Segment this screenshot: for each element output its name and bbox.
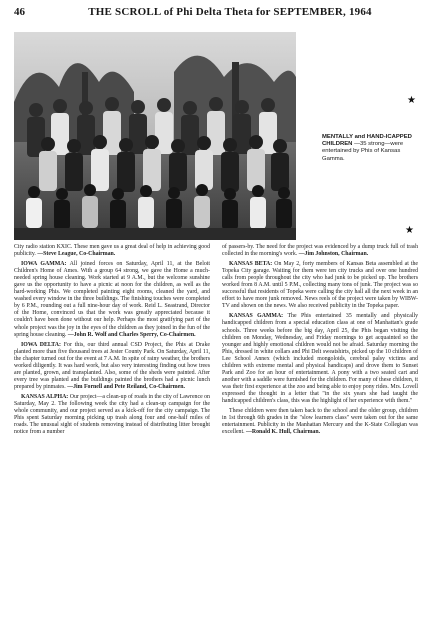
chapter-heading: KANSAS BETA: bbox=[229, 261, 273, 268]
paragraph-text: The Phis entertained 35 mentally and physically handicapped children from a special education class at one of Manhattan's grade schools. Three weeks before the big day, April 25, the Phis began visiting the children on Monday, Wednesday, and Friday mornings to get acquainted so the younger and highly emotional children would not be afraid. Saturday morning the Phis, dressed in white collars and Phi Delt sweatshirts, picked up the 10 children of Lee School Annex (which included mongoloids, cerebral palsy victims and children with extreme mental and physical handicaps) and drove them to Sunset Park and Zoo for an hour of entertainment. A pony with a two seated cart and another with a saddle were furnished for the children. For many of these children, it was their first experience at the zoo and being able to enjoy pony rides. Mrs. Lovell expressed the thought in a letter that "in the six years she had taught the handicapped children's class, this was the highlight of her experience with them." bbox=[222, 313, 418, 404]
chapter-heading: IOWA DELTA: bbox=[21, 341, 61, 348]
group-photo bbox=[14, 32, 296, 240]
page-header bbox=[14, 6, 418, 18]
paragraph bbox=[14, 394, 210, 436]
left-column bbox=[14, 244, 210, 439]
caption-lead: MENTALLY and HAND-ICAPPED CHILDREN bbox=[322, 134, 412, 148]
paragraph-signature: —Jim Johnston, Chairman. bbox=[298, 251, 369, 258]
star-icon: ★ bbox=[407, 95, 416, 106]
chapter-heading: KANSAS GAMMA: bbox=[229, 313, 284, 320]
paragraph bbox=[222, 261, 418, 310]
star-icon: ★ bbox=[405, 225, 414, 236]
caption-text: —35 strong—were entertained by Phis of Kansas Gamma. bbox=[322, 141, 404, 162]
photo-caption bbox=[322, 134, 422, 163]
paragraph-text: All joined forces on Saturday, April 11, at the Beloit Children's Home of Ames. With a group 64 strong, we gave the Home a much-needed spring house cleaning. Work started at 9 A.M., but the welcome sunshine gave us the opportunity to have a picnic at noon for the children, as well as the hard-working Phis. We completed painting eight rooms, cleaned the yard, and washed every window in the three buildings. The finishing touches were completed by 6 P.M., rounding out a full nine-hour day of work. Reid L. Seastrand, Director of the Home, convinced us that the work was greatly appreciated because it couldn't have been done without our help. Perhaps the most gratifying part of the whole project was the joy in the eyes of the children as they joined in the fun of the spring house cleaning. bbox=[14, 261, 211, 338]
paragraph bbox=[222, 408, 418, 436]
paragraph bbox=[14, 342, 210, 391]
paragraph bbox=[14, 244, 210, 258]
paragraph-text: City radio station KXIC. These men gave us a great deal of help in achieving good publicity. bbox=[14, 244, 210, 258]
chapter-heading: KANSAS ALPHA: bbox=[21, 393, 69, 400]
paragraph bbox=[222, 244, 418, 258]
paragraph-text: On May 2, forty members of Kansas Beta assembled at the Topeka City garage. Waiting for them were ten city trucks and over one hundred calls from people throughout the city who had junk to be picked up. The brothers worked from 8 A.M. until 5 P.M., collecting many tons of junk. The project was so successful that residents of Topeka were calling the city hall all the next week in an effort to have more junk removed. News reels of the project were taken by WIBW-TV and shown on the news. We also received publicity in the Topeka paper. bbox=[222, 261, 419, 310]
right-column bbox=[222, 244, 418, 439]
paragraph-text: For this, our third annual CSD Project, the Phis at Drake planted more than five thousand trees at Jester County Park. On Saturday, April 11, the chapter turned out for the event at 7 A.M. In spite of rainy weather, the brothers worked diligently. It was hard work, but also very interesting finding out how trees are planted, grown, and transplanted. Also, some of the sheds were painted. After every tree was planted and the buildings painted the brothers had a picnic lunch prepared by pinmates. bbox=[14, 341, 211, 390]
page-number: 46 bbox=[14, 6, 25, 18]
paragraph-text: Our project—a clean-up of roads in the city of Lawrence on Saturday, May 2. The following week the city had a clean-up campaign for the whole community, and our project served as a kick-off for the city campaign. The Phis spent Saturday morning picking up trash along four and one-half miles of roads. The unusual sight of students removing instead of distributing litter brought notice from a number bbox=[14, 393, 210, 436]
paragraph-signature: —Ronald K. Hull, Chairman. bbox=[246, 429, 321, 436]
paragraph-signature: —Jim Fornell and Pete Reiland, Co-Chairmen. bbox=[67, 383, 185, 390]
paragraph bbox=[222, 313, 418, 405]
paragraph-signature: —Steve League, Co-Chairman. bbox=[37, 251, 116, 258]
group-photo-image bbox=[14, 32, 296, 240]
paragraph-signature: —John R. Wolf and Charles Sperry, Co-Chairmen. bbox=[67, 331, 196, 338]
paragraph-text: of passers-by. The need for the project was evidenced by a dump truck full of trash collected in the morning's work. bbox=[222, 244, 418, 258]
paragraph bbox=[14, 261, 210, 339]
running-title: THE SCROLL of Phi Delta Theta for SEPTEMBER, 1964 bbox=[88, 6, 372, 18]
chapter-heading: IOWA GAMMA: bbox=[21, 261, 67, 268]
paragraph-text: These children were then taken back to the school and the older group, children in 1st through 6th grades in the "slow learners class" were taken out for the same entertainment. Publicity in the Manhattan Mercury and the K-State Collegian was excellent. bbox=[222, 408, 418, 436]
